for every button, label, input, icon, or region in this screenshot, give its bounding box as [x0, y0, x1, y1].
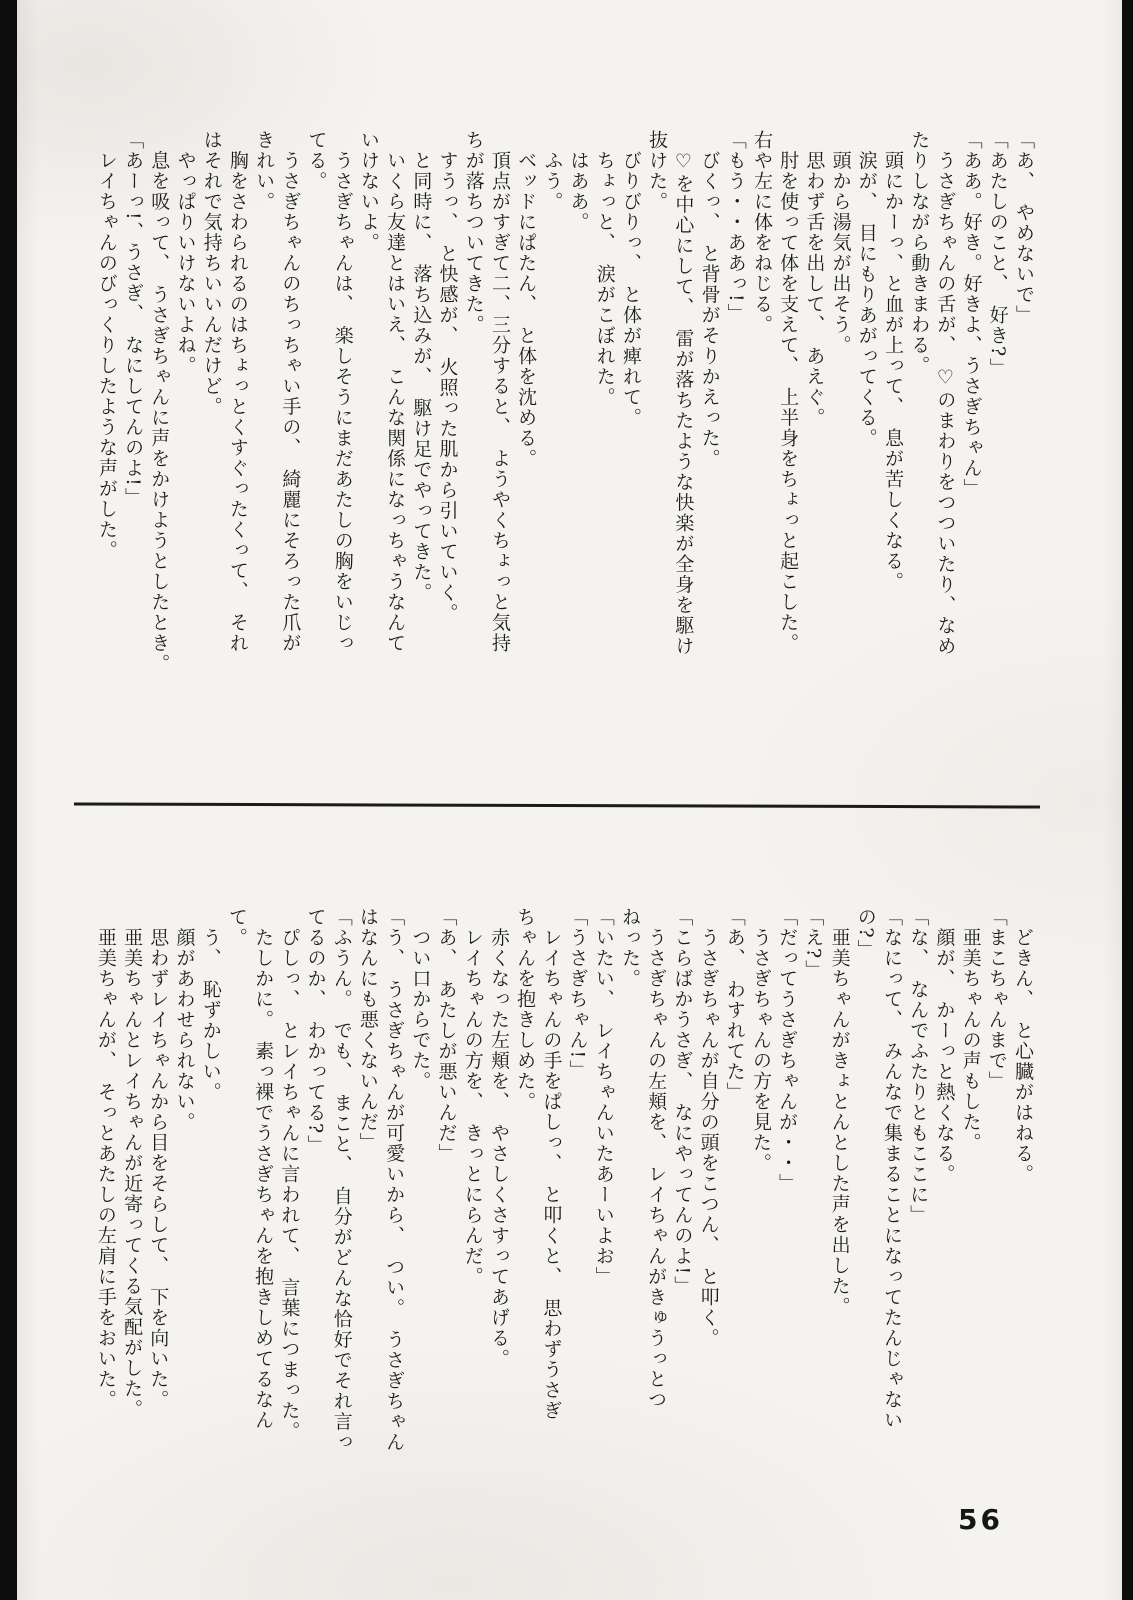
- text-column: うさぎちゃんの方を見た。: [749, 907, 772, 1174]
- text-column: うさぎちゃんの舌が、 ♡のまわりをつついたり、なめ: [934, 130, 957, 657]
- text-column: ちょっと、 涙がこぼれた。: [593, 130, 616, 408]
- text-column: たしかに。 素っ裸でうさぎちゃんを抱きしめてるなん: [252, 907, 275, 1431]
- text-column: 「こらばかうさぎ、 なにやってんのよ!」: [671, 907, 694, 1297]
- text-column: 亜美ちゃんの声もした。: [959, 907, 982, 1153]
- text-column: いくら友達とはいえ、 こんな関係になっちゃうなんて: [384, 130, 407, 654]
- text-column: 右や左に体をねじる。: [750, 130, 773, 335]
- text-column: つい口からでた。: [409, 907, 432, 1092]
- text-column: はああ。: [567, 130, 590, 233]
- text-column: 「あ、 あたしが悪いんだ」: [435, 907, 458, 1164]
- text-column: 「いたい、 レイちゃんいたあーいよお」: [592, 907, 615, 1287]
- text-column: 肘を使って体を支えて、 上半身をちょっと起こした。: [777, 130, 800, 654]
- page-number: 56: [958, 1503, 1003, 1536]
- text-column: 顔があわせられない。: [173, 907, 196, 1133]
- text-column: う、 恥ずかしい。: [199, 907, 222, 1103]
- text-column: 「うさぎちゃん!」: [566, 907, 589, 1081]
- text-column: 「まこちゃんまで」: [985, 907, 1008, 1092]
- text-column: レイちゃんの手をぱしっ、 と叩くと、 思わずうさぎ: [540, 907, 563, 1421]
- text-column: 頭から湯気が出そう。: [829, 130, 852, 356]
- text-column: の?」: [854, 907, 877, 960]
- text-column: ベッドにぱたん、 と体を沈める。: [515, 130, 538, 469]
- text-column: 「あーっ!、うさぎ、 なにしてんのよ!」: [122, 130, 145, 508]
- text-column: 頂点がすぎて二、三分すると、 ようやくちょっと気持: [488, 130, 511, 654]
- text-column: うさぎちゃんの左頬を、 レイちゃんがきゅうっとつ: [645, 907, 668, 1410]
- text-column: びくっ、 と背骨がそりかえった。: [698, 130, 721, 469]
- text-column: 「う、 うさぎちゃんが可愛いから、 つい。 うさぎちゃん: [383, 907, 406, 1453]
- text-column: うさぎちゃんが自分の頭をこつん、 と叩く。: [697, 907, 720, 1349]
- text-column: ふう。: [541, 130, 564, 212]
- text-column: 亜美ちゃんがきょとんとした声を出した。: [828, 907, 851, 1317]
- scan-edge-right-bar: [1122, 0, 1133, 1600]
- text-column: 息を吸って、 うさぎちゃんに声をかけようとしたとき。: [148, 130, 171, 674]
- text-column: うさぎちゃんのちっちゃい手の、 綺麗にそろった爪が: [279, 130, 302, 654]
- text-column: たりしながら動きまわる。: [908, 130, 931, 376]
- text-column: 赤くなった左頬を、 やさしくさすってあげる。: [487, 907, 510, 1369]
- text-column: ぴしっ、 とレイちゃんに言われて、 言葉につまった。: [278, 907, 301, 1442]
- text-column: 「だってうさぎちゃんが・・」: [776, 907, 799, 1194]
- text-column: 「な、 なんでふたりともここに」: [907, 907, 930, 1226]
- text-column: うさぎちゃんは、 楽しそうにまだあたしの胸をいじっ: [331, 130, 354, 654]
- text-column: 胸をさわられるのはちょっとくすぐったくって、 それ: [226, 130, 249, 654]
- story-text-bottom-block: [93, 907, 1036, 1552]
- text-column: 亜美ちゃんが、 そっとあたしの左肩に手をおいた。: [94, 907, 117, 1410]
- text-column: てるのか、 わかってる?」: [304, 907, 327, 1156]
- text-column: ♡を中心にして、 雷が落ちたような快楽が全身を駆け: [672, 130, 695, 657]
- text-column: ねった。: [618, 907, 641, 989]
- text-column: 「ふうん。 でも、 まこと、 自分がどんな恰好でそれ言っ: [330, 907, 353, 1453]
- text-column: どきん、 と心臓がはねる。: [1012, 907, 1034, 1185]
- scan-edge-left-bar: [0, 0, 17, 1600]
- text-column: すうっ、 と快感が、 火照った肌から引いていく。: [436, 130, 459, 624]
- text-column: 「あ、 わすれてた」: [723, 907, 746, 1103]
- text-column: やっぱりいけないよね。: [174, 130, 197, 376]
- text-column: レイちゃんのびっくりしたような声がした。: [95, 130, 118, 561]
- text-column: て。: [225, 907, 248, 948]
- text-column: びりびりっ、 と体が痺れて。: [619, 130, 642, 428]
- text-column: きれい。: [253, 130, 276, 212]
- text-column: 「え?」: [802, 907, 825, 981]
- text-column: いけないよ。: [357, 130, 380, 253]
- text-column: 「あたしのこと、 好き?」: [986, 130, 1009, 379]
- text-column: ちゃんを抱きしめた。: [514, 907, 537, 1112]
- text-column: 「もう・・ああっ!」: [724, 130, 747, 324]
- text-column: 「ああ。好き。好きよ、うさぎちゃん」: [960, 130, 983, 499]
- text-column: 顔が、 かーっと熱くなる。: [933, 907, 956, 1185]
- section-divider: [74, 802, 1040, 808]
- text-column: ちが落ちついてきた。: [462, 130, 485, 335]
- story-text-top-block: [94, 130, 1037, 748]
- text-column: 亜美ちゃんとレイちゃんが近寄ってくる気配がした。: [121, 907, 144, 1420]
- text-column: はなんにも悪くないんだ」: [356, 907, 379, 1153]
- text-column: 思わず舌を出して、 あえぐ。: [803, 130, 826, 428]
- text-column: 「なにって、 みんなで集まることになってたんじゃない: [880, 907, 903, 1431]
- text-column: 涙が、 目にもりあがってくる。: [855, 130, 878, 449]
- text-column: てる。: [305, 130, 328, 192]
- text-column: 「あ、 やめないで」: [1013, 130, 1035, 326]
- text-column: と同時に、 落ち込みが、 駆け足でやってきた。: [410, 130, 433, 603]
- text-column: レイちゃんの方を、 きっとにらんだ。: [461, 907, 484, 1287]
- text-column: 思わずレイちゃんから目をそらして、 下を向いた。: [147, 907, 170, 1410]
- text-column: 頭にかーっ、と血が上って、 息が苦しくなる。: [881, 130, 904, 592]
- text-column: 抜けた。: [646, 130, 669, 212]
- text-column: はそれで気持ちいいんだけど。: [200, 130, 223, 417]
